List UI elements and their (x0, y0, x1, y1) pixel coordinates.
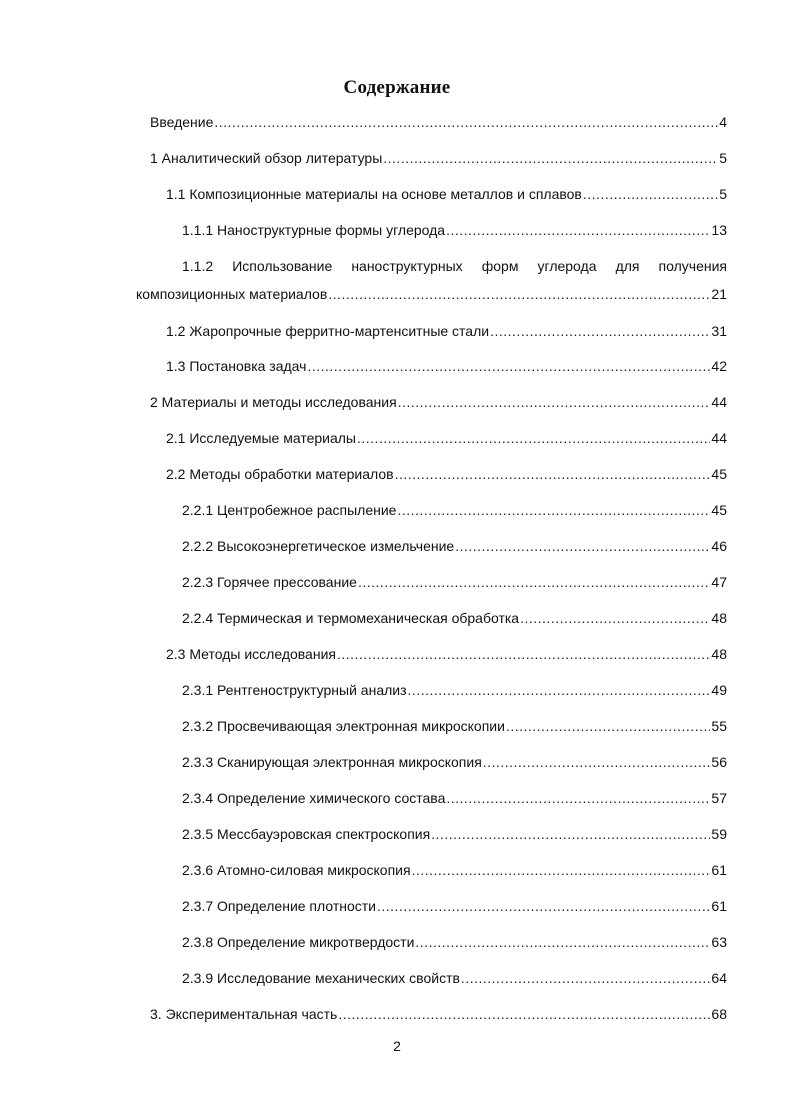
toc-entry-label: Введение (150, 114, 214, 130)
toc-entry-page: 4 (719, 114, 727, 130)
toc-entry-label: 2.2.2 Высокоэнергетическое измельчение (182, 538, 455, 554)
toc-word: Использование (232, 258, 333, 274)
dot-leader (328, 284, 710, 304)
toc-entry-label: 3. Экспериментальная часть (150, 1006, 338, 1022)
toc-entry-2-2-1[interactable] (182, 500, 727, 520)
dot-leader (337, 644, 710, 664)
dot-leader (397, 500, 710, 520)
page-number: 2 (393, 1038, 401, 1054)
toc-entry-2-1[interactable] (166, 428, 727, 448)
toc-entry-label: 2.3.4 Определение химического состава (182, 790, 446, 806)
dot-leader (398, 392, 711, 412)
toc-entry-2-3-5[interactable] (182, 824, 727, 844)
toc-word: форм (481, 258, 519, 274)
toc-entry-page: 21 (711, 286, 727, 302)
toc-entry-label: 1 Аналитический обзор литературы (150, 150, 383, 166)
toc-entry-label: композиционных материалов (136, 286, 328, 302)
toc-entry-label: 2.3.3 Сканирующая электронная микроскопия (182, 754, 482, 770)
toc-entry-2-3-3[interactable] (182, 752, 727, 772)
toc-entry-page: 61 (711, 862, 727, 878)
dot-leader (383, 148, 718, 168)
dot-leader (455, 536, 710, 556)
toc-entry-page: 44 (711, 430, 727, 446)
toc-entry-introduction[interactable] (150, 112, 727, 132)
dot-leader (338, 1004, 710, 1024)
toc-word: 1.1.2 (182, 258, 214, 274)
toc-entry-2-3-2[interactable] (182, 716, 727, 736)
toc-entry-2[interactable] (150, 392, 727, 412)
toc-entry-page: 13 (711, 222, 727, 238)
dot-leader (358, 572, 710, 592)
dot-leader (431, 824, 710, 844)
toc-entry-2-3-4[interactable] (182, 788, 727, 808)
toc-entry-2-3-9[interactable] (182, 968, 727, 988)
toc-entry-label: 2.2.1 Центробежное распыление (182, 502, 397, 518)
toc-entry-2-2[interactable] (166, 464, 727, 484)
dot-leader (357, 428, 710, 448)
toc-entry-label: 2.2 Методы обработки материалов (166, 466, 394, 482)
toc-entry-1-1-1[interactable] (182, 220, 727, 240)
toc-entry-page: 56 (711, 754, 727, 770)
dot-leader (483, 752, 711, 772)
toc-entry-label: 2.3.7 Определение плотности (182, 898, 376, 914)
dot-leader (446, 220, 710, 240)
toc-entry-label: 2.3.1 Рентгеноструктурный анализ (182, 682, 407, 698)
toc-entry-2-3-7[interactable] (182, 896, 727, 916)
dot-leader (520, 608, 710, 628)
toc-entry-1-1-2-line2[interactable] (136, 284, 727, 304)
toc-entry-page: 31 (711, 323, 727, 339)
dot-leader (214, 112, 718, 132)
toc-word: углерода (537, 258, 597, 274)
dot-leader (412, 860, 711, 880)
toc-entry-page: 42 (711, 358, 727, 374)
toc-entry-page: 57 (711, 790, 727, 806)
toc-entry-page: 48 (711, 646, 727, 662)
dot-leader (395, 464, 711, 484)
dot-leader (446, 788, 710, 808)
dot-leader (415, 932, 710, 952)
toc-entry-page: 64 (711, 970, 727, 986)
dot-leader (307, 356, 710, 376)
toc-entry-1-1[interactable] (166, 184, 727, 204)
toc-entry-label: 1.3 Постановка задач (166, 358, 307, 374)
dot-leader (461, 968, 711, 988)
toc-entry-label: 2.3.8 Определение микротвердости (182, 934, 415, 950)
toc-word: для (615, 258, 640, 274)
toc-entry-1-2[interactable] (166, 321, 727, 341)
toc-entry-1-3[interactable] (166, 356, 727, 376)
toc-entry-page: 61 (711, 898, 727, 914)
toc-entry-label: 2.3.9 Исследование механических свойств (182, 970, 460, 986)
toc-entry-page: 5 (719, 150, 727, 166)
toc-entry-label: 1.1.1 Наноструктурные формы углерода (182, 222, 446, 238)
toc-entry-1-1-2-line1[interactable] (182, 256, 727, 276)
toc-entry-page: 63 (711, 934, 727, 950)
toc-word: получения (658, 258, 727, 274)
toc-entry-2-3-6[interactable] (182, 860, 727, 880)
toc-entry-label: 1.2 Жаропрочные ферритно-мартенситные стали (166, 323, 490, 339)
dot-leader (408, 680, 711, 700)
toc-entry-2-2-3[interactable] (182, 572, 727, 592)
toc-entry-2-3-8[interactable] (182, 932, 727, 952)
toc-entry-label: 2.1 Исследуемые материалы (166, 430, 356, 446)
toc-entry-page: 49 (711, 682, 727, 698)
toc-entry-page: 44 (711, 394, 727, 410)
toc-entry-page: 59 (711, 826, 727, 842)
toc-entry-label: 2 Материалы и методы исследования (150, 394, 397, 410)
toc-entry-label: 2.2.3 Горячее прессование (182, 574, 357, 590)
page-title: Содержание (343, 77, 451, 98)
dot-leader (506, 716, 710, 736)
toc-entry-page: 45 (711, 466, 727, 482)
toc-entry-1[interactable] (150, 148, 727, 168)
toc-entry-label: 2.3 Методы исследования (166, 646, 336, 662)
toc-entry-page: 48 (711, 610, 727, 626)
toc-entry-label: 1.1 Композиционные материалы на основе металлов и сплавов (166, 186, 582, 202)
toc-entry-2-3-1[interactable] (182, 680, 727, 700)
toc-entry-label: 2.3.2 Просвечивающая электронная микроскопии (182, 718, 505, 734)
toc-entry-page: 55 (711, 718, 727, 734)
toc-entry-page: 45 (711, 502, 727, 518)
toc-entry-3[interactable] (150, 1004, 727, 1024)
toc-entry-label: 2.3.6 Атомно-силовая микроскопия (182, 862, 411, 878)
dot-leader (490, 321, 710, 341)
toc-entry-page: 46 (711, 538, 727, 554)
toc-entry-2-3[interactable] (166, 644, 727, 664)
toc-entry-label: 2.3.5 Мессбауэровская спектроскопия (182, 826, 431, 842)
toc-entry-2-2-2[interactable] (182, 536, 727, 556)
toc-word: наноструктурных (351, 258, 463, 274)
toc-entry-page: 68 (711, 1006, 727, 1022)
toc-entry-label: 2.2.4 Термическая и термомеханическая обработка (182, 610, 520, 626)
dot-leader (583, 184, 718, 204)
toc-entry-2-2-4[interactable] (182, 608, 727, 628)
toc-entry-page: 5 (719, 186, 727, 202)
dot-leader (377, 896, 710, 916)
toc-entry-page: 47 (711, 574, 727, 590)
